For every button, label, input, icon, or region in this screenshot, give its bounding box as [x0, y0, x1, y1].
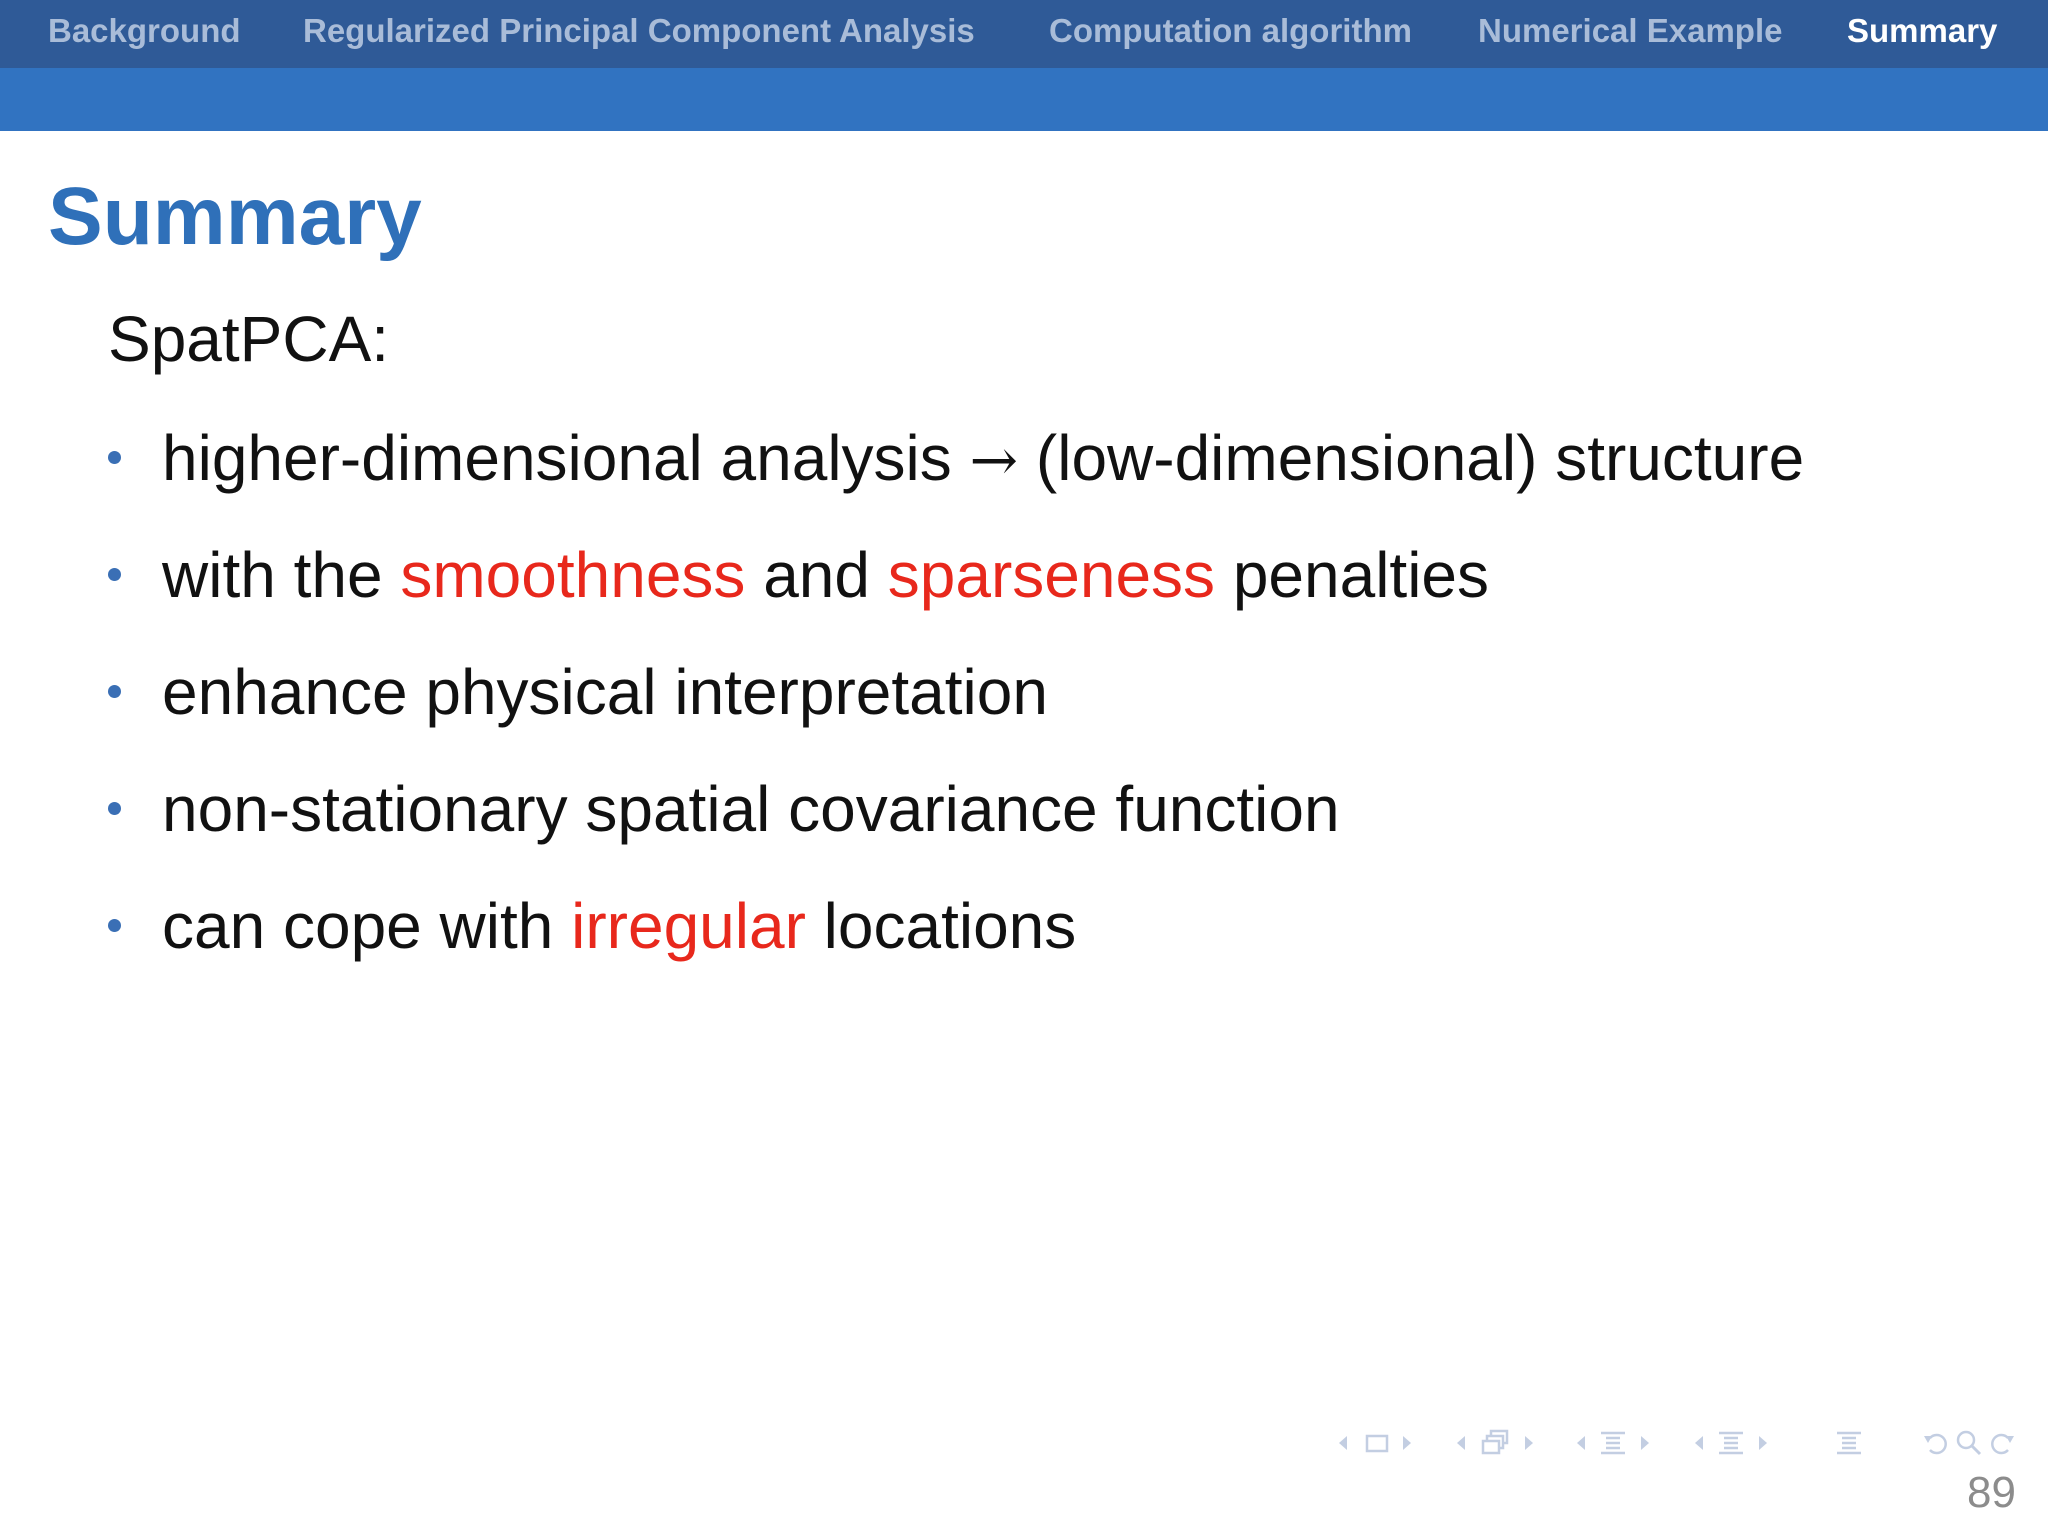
- nav-section-computation-algorithm[interactable]: Computation algorithm: [1049, 12, 1412, 49]
- section-prev-icon[interactable]: [1574, 1428, 1588, 1458]
- bullet-text: locations: [805, 890, 1077, 962]
- right-arrow-symbol: →: [969, 426, 1019, 494]
- bullet-icon: [108, 568, 121, 581]
- subsection-next-icon[interactable]: [1522, 1428, 1536, 1458]
- bullet-icon: [108, 919, 121, 932]
- bullet-icon: [108, 802, 121, 815]
- subsection-prev-icon[interactable]: [1454, 1428, 1468, 1458]
- bullet-text: with the: [162, 539, 401, 611]
- nav-section-summary[interactable]: Summary: [1847, 12, 1998, 49]
- frame-next-icon[interactable]: [1400, 1428, 1414, 1458]
- subsection-navigation-bar: [0, 68, 2048, 131]
- intro-text: SpatPCA:: [108, 303, 390, 375]
- bullet-item: [108, 773, 1340, 845]
- bullet-icon: [108, 685, 121, 698]
- document-prev-icon[interactable]: [1692, 1428, 1706, 1458]
- forward-icon[interactable]: [1986, 1428, 2016, 1458]
- emphasis-irregular: irregular: [571, 890, 806, 962]
- appendix-icon[interactable]: [1834, 1428, 1864, 1458]
- bullet-text: penalties: [1215, 539, 1489, 611]
- bullet-text: non-stationary spatial covariance function: [162, 773, 1340, 845]
- bullet-item: [108, 422, 1805, 494]
- nav-section-regularized-pca[interactable]: Regularized Principal Component Analysis: [303, 12, 975, 49]
- document-next-icon[interactable]: [1756, 1428, 1770, 1458]
- nav-section-background[interactable]: Background: [48, 12, 241, 49]
- subsection-icon[interactable]: [1480, 1428, 1512, 1458]
- section-navigation-bar: [0, 0, 2048, 68]
- bullet-text: and: [745, 539, 888, 611]
- emphasis-smoothness: smoothness: [400, 539, 746, 611]
- bullet-item: [108, 890, 1077, 962]
- beamer-navigation-symbols: [1330, 1428, 2030, 1462]
- back-icon[interactable]: [1922, 1428, 1952, 1458]
- section-next-icon[interactable]: [1638, 1428, 1652, 1458]
- bullet-item: [108, 539, 1489, 611]
- bullet-text: (low-dimensional) structure: [1018, 422, 1805, 494]
- bullet-text: higher-dimensional analysis: [162, 422, 970, 494]
- document-icon[interactable]: [1716, 1428, 1746, 1458]
- frame-title: Summary: [48, 171, 422, 262]
- section-icon[interactable]: [1598, 1428, 1628, 1458]
- frame-icon[interactable]: [1364, 1428, 1390, 1458]
- bullet-text: enhance physical interpretation: [162, 656, 1048, 728]
- frame-prev-icon[interactable]: [1336, 1428, 1350, 1458]
- bullet-text: can cope with: [162, 890, 572, 962]
- emphasis-sparseness: sparseness: [887, 539, 1216, 611]
- page-number: 89: [1967, 1468, 2016, 1517]
- search-icon[interactable]: [1954, 1428, 1984, 1458]
- nav-section-numerical-example[interactable]: Numerical Example: [1478, 12, 1783, 49]
- bullet-icon: [108, 451, 121, 464]
- bullet-item: [108, 656, 1048, 728]
